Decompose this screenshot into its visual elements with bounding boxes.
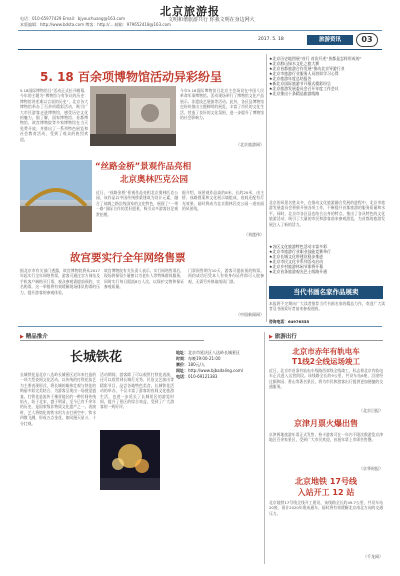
triangle-icon: ▶ (269, 334, 273, 340)
masthead-rule (18, 30, 382, 31)
featured-section-text: 精品推介 (25, 334, 48, 340)
digital-col-1: 据北京市有关部门透露，故宫博物院将从2017年起实行全年网络售票，游客可通过官方网站及手机客户端购买门票，观众参观需提前预约，实名购票。这一举措将有效缓解现场排队购票的压力，提升游客的参观体验。 (20, 268, 100, 295)
story3-source: （千龙网） (363, 554, 383, 559)
story3-title-line-1: 北京地铁 17号线 (295, 477, 357, 486)
silk-col-1: 近日，“丝路金桥”景观作品亮相北京奥林匹克公园，该作品以中国传统桥梁建筑为设计元素，融合了丝绸之路沿线国家的文化特色，展现了“一带一路”国际合作的美好愿景，吸引众多游客驻足观赏拍照。 (96, 190, 178, 217)
ad-box-body: 本报将不定期向广大读者推荐当代书画名家的精品力作，欢迎广大读者及书画爱好者前来参观选购。 (269, 301, 385, 312)
lead-col-2: 今年5.18国际博物馆日北京主会场设在中国人民革命军事博物馆。活动现场举行了博物馆文化产品展示、非遗技艺展演等活动。此外，各区县博物馆也纷纷推出主题鲜明的展览，丰富了市民的文化生活，营造了良好的文化氛围，进一步提升了博物馆的社会影响力。 (180, 88, 264, 121)
travel-rule (269, 340, 383, 341)
info-phone (176, 374, 262, 380)
rail-separator (266, 54, 267, 322)
price-label: 票价： (176, 362, 188, 367)
rail-item[interactable]: ★北京长城文化带建设稳步推进 (269, 254, 324, 259)
phone-label: 电话： (176, 374, 188, 379)
triangle-icon: ▶ (20, 334, 24, 340)
fireworks-image (100, 430, 160, 490)
story1-title-line-1: 北京市赤年有轨电车 (292, 347, 360, 356)
rail-item[interactable]: ★北京推出十条精品旅游线路 (269, 91, 320, 96)
contact-line-1: 电话：010-65977429 Email：bjyouchuang@163.com (20, 16, 126, 21)
time-label: 时间： (176, 356, 188, 361)
price-value: 180元/人 (188, 362, 205, 367)
bridge-sculpture-image (20, 160, 92, 232)
issue-date: 2017. 5. 18 (258, 37, 284, 42)
featured-col-1: 长城铁花是北京八达岭长城景区近年来打造的一项大型夜间文化活动，以传统的打铁花技艺为主要表现形式，将长城的雄伟壮观与铁花的绚丽多彩完美结合，为游客呈现出一场视觉盛宴。打铁花是流传于豫晋地区的一种民间传统焰火，始于北宋，盛于明清，至今已有千余年的历史，是国家级非物质文化遗产之一。表演时，艺人将熔化的铁水用力击打到空中，铁水四散飞溅，形成万点金花，如同漫天星斗，十分壮观。 (20, 372, 96, 426)
rail-item[interactable]: ★北京市民文化节系列活动启动 (269, 259, 324, 264)
rail-item[interactable]: ★北京首都旅游合作发展“推动北京导游行业 (269, 66, 345, 71)
rail-item[interactable]: ★北京旅游发展委员会召开年度工作会议 (269, 86, 339, 91)
page-number: 03 (356, 33, 378, 47)
contact-line-2: 本版编辑：http://www.bdsta.com 博客：http://... 邮箱：979652418@163.com (20, 22, 171, 27)
rail-item[interactable]: ★北京市旅游行业职业技能竞赛举行 (269, 249, 331, 254)
masthead-title: 北京旅游报 (160, 5, 220, 18)
lead-photo (90, 86, 176, 146)
lead-photo-caption: （北京旅游网） (236, 142, 264, 147)
museum-exhibit-image (90, 86, 176, 146)
rail-item[interactable]: ★北京首条旅游观光巴士线路开通 (269, 269, 327, 274)
silk-col-2: 据介绍，该景观作品高约8米，长约20米，由主桥、丝路图案和文化展示墙组成，夜间还配有灯光效果，届时将成为北京奥林匹克公园一道亮丽的风景线。 (182, 190, 264, 212)
story3-body: 北京地铁17号线全线开工建设，该线路全长约49.7公里，共设车站20座，预计2020年建成通车，届时将有效缓解北京南北方向的交通压力。 (269, 500, 383, 516)
web-link[interactable]: http://www.bjbadaling.com/ (188, 368, 244, 373)
venue-label: 地址： (176, 350, 188, 355)
featured-col-2-cont (162, 430, 204, 558)
story2-source: （京华时报） (359, 466, 383, 471)
featured-photo (100, 430, 160, 490)
story3-title-line-2: 入站开工 12 站 (297, 488, 355, 497)
rail-item[interactable]: ★新北京国际旅游节开幕式精彩纷呈 (269, 81, 331, 86)
silk-headline-line-1: “丝路金桥”景观作品亮相 (95, 162, 192, 172)
rail-item[interactable]: ★各区文化旅游特色活动丰富多彩 (269, 244, 327, 249)
rail-item[interactable]: ★北京历史地图展”首行 首次开述“皆都是怎样形成的” (269, 56, 362, 61)
rail-item[interactable]: ★北京群山绿水文化之旅大赛 (269, 61, 320, 66)
story2-body: 京津两地旅游年票正式发售，持卡游客可在一年内不限次数游览京津地区百余家景区，受到广大市民欢迎，首批年票上市即告售罄。 (269, 432, 383, 443)
story1-source: （北京日报） (359, 408, 383, 413)
header-rule (18, 49, 382, 50)
ad-box-contact: 咨询电话：64976555 (269, 319, 310, 324)
silk-photo (20, 160, 92, 232)
rail-list (269, 56, 385, 96)
ad-box-title: 当代书画名家作品展卖 (269, 286, 383, 299)
digital-source: （中国新闻网） (236, 312, 264, 317)
digital-col-3: 门票预售期为10天，游客可提前预约购票。预约成功后凭本人有效身份证件即可入院参观，无需另外换取纸质门票。 (188, 268, 264, 284)
section-tag: 旅游资讯 (307, 35, 353, 45)
rail-list-2 (269, 244, 385, 274)
lead-col-1: 5.18国际博物馆日”活动正式拉开帷幕，今年的主题为“博物馆与有争议的历史：博物馆讲述难以言说的历史”，北京各大博物馆举办了百余项精彩活动，吸引广大市民游客走进博物馆，感受历史文化的魅力。据了解，国家博物馆、首都博物馆、故宫博物院等多家博物馆在当天免费开放，并推出了一系列特色展览和社会教育活动，受到了观众的热烈欢迎。 (20, 88, 88, 142)
rail-item[interactable]: ★北京乡村旅游休闲节即将开幕 (269, 264, 324, 269)
featured-rule (20, 340, 204, 341)
featured-info (176, 350, 262, 380)
digital-col-2: 故宫博物院有关负责人表示，实行网络售票后，现场将保留少量窗口为老年人等特殊群体服务，同时实行每日限流8万人次，以保护文物和保证参观质量。 (104, 268, 184, 290)
story1-body: 近日，北京市首条有轨电车线路西郊线全线竣工，标志着北京有轨电车正式进入运营阶段。该线路全长约9公里，共设车站6座，沿途经过颐和园、香山等著名景区，将为市民和游客出行提供更加便捷的交通服务。 (269, 368, 383, 390)
time-value: 每晚19:00-21:00 (188, 356, 221, 361)
travel-section-text: 旅游出行 (274, 334, 297, 340)
phone-value: 010-69121383 (188, 374, 218, 379)
masthead-subtitle: 文明和谐旅游共行 你我文明在身边网大 (168, 17, 255, 23)
story1-title-line-2: T1线2全线运场竣工 (291, 357, 361, 366)
travel-section-label (269, 332, 297, 340)
silk-headline-line-2: 北京奥林匹克公园 (120, 175, 189, 185)
featured-section-label (20, 332, 48, 340)
venue-value: 北京市延庆区八达岭长城景区 (188, 350, 240, 355)
rail-item[interactable]: ★北京旅游年度总结报告 (269, 76, 312, 81)
silk-source: （刘莲伟） (244, 232, 264, 237)
featured-col-2: 活动期间，游客除了可以观赏打铁花表演，还可以欣赏到长城灯光秀、民俗文艺演出等精彩节目，品尝各地特色美食。长城铁花活动的举办，不仅丰富了游客的夜间文化旅游生活，也进一步延长了长城景区的游览时间，提升了景区的综合效益，受到了广大游客的一致好评。 (100, 372, 174, 410)
rail-body: 北京的风景名胜众多，在推动文化旅游融合发展的进程中，北京市旅游发展委员会积极开展各项工作，不断提升首都旅游的服务质量和水平。同时，北京市各区县也结合自身的特点，推出了各具特色的文化旅游活动，吸引了大量的市民和游客前来参观游览，为首都的旅游发展注入了新的活力。 (269, 200, 385, 227)
web-label: 网址： (176, 368, 188, 373)
featured-title: 长城铁花 (70, 350, 123, 365)
digital-headline: 故宫要实行全年网络售票 (70, 252, 186, 264)
rail-item[interactable]: ★北京市旅游行业服务人员培训学习心得 (269, 71, 339, 76)
bottom-separator (264, 332, 265, 564)
mid-rule (18, 326, 382, 327)
lead-headline: 5. 18 百余项博物馆活动异彩纷呈 (40, 70, 222, 84)
story2-title: 京津月票火爆出售 (294, 419, 358, 428)
